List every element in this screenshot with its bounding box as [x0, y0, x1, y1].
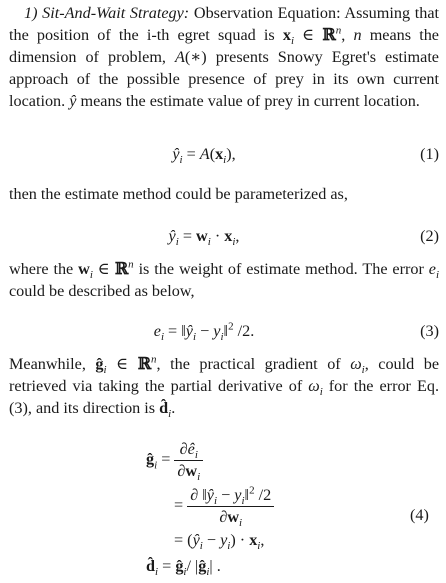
equation-2-number: (2): [420, 227, 439, 245]
p4-text-c: , could be retrieved via taking the partial derivative of: [9, 355, 440, 395]
paragraph-parameterized: [9, 183, 439, 205]
equation-1-number: (1): [420, 145, 439, 163]
p2-text: then the estimate method could be parameterized as,: [9, 185, 348, 203]
p4-text-d: for the error Eq. (3), and its direction is: [9, 377, 439, 417]
p1-text-a: Assuming that the position of the i-th egret squad is: [9, 4, 439, 44]
p4-text-a: Meanwhile,: [9, 355, 86, 373]
p3-text-c: could be described as below,: [9, 282, 195, 300]
paragraph-observation-equation: 1) Sit-And-Wait Strategy: Observation Equation: Assuming that the position of the i-th egret squad is $x_i$ ∈ ℝ$^n$, n means the dimension of problem, A(∗) presents Snowy Egret's estimate approach of the possible presence of prey in its own current location. ŷ means the estimate value of prey in current location.: [9, 4, 439, 110]
p3-text-b: is the weight of estimate method. The error: [138, 260, 424, 278]
p3-text-a: where the: [9, 260, 74, 278]
p1-text-c: presents Snowy Egret's estimate approach of the possible presence of prey in its own current location.: [9, 48, 439, 110]
p4-text-b: , the practical gradient of: [156, 355, 341, 373]
p1-text-d: means the estimate value of prey in current location.: [80, 92, 420, 110]
equation-1: $ŷ_i = A(x_i)$, (1): [9, 142, 439, 166]
paragraph-weight: where the $w_i$ ∈ ℝ$^n$ is the weight of estimate method. The error $e_i$ could be described as below,: [9, 258, 440, 300]
equation-4-number: (4): [410, 506, 429, 524]
p1-text-b: means the dimension of problem,: [9, 26, 439, 66]
subsection-heading: 1) Sit-And-Wait Strategy:: [24, 4, 190, 22]
equation-2: $ŷ_i = w_i \cdot x_i$, (2): [9, 224, 439, 248]
paper-page: 1) Sit-And-Wait Strategy: Observation Equation: Assuming that the position of the i-th egret squad is $x_i$ ∈ ℝ$^n$, n means the dimension of problem, A(∗) presents Snowy Egret's estimate approach of the possible presence of prey in its own current location. ŷ means the estimate value of prey in current location. $ŷ_i = A(x_i)$, (1) then the estimate method could be parameterized as, $ŷ_i = w_i \cdot x_i$, (2) where the $w_i$ ∈ ℝ$^n$ is the weight of estimate method. The error $e_i$ could be described as below, $e_i$ = $‖ŷ_i$ − $y_i‖^2$ /2. (3) Meanwhile, $ĝ_i$ ∈ ℝ$^n$, the practical gradient of $\omega_i$, could be retrieved via taking the partial derivative of $\omega_i$ for the error Eq. (3), and its direction is $d̂_i$. $ĝ_i$ = $\frac{\partial ê_i}{\partial w_i}$ = $\frac{\partial ‖ŷ_i - y_i‖^2 /2}{\partial w_i}$ = $(ŷ_i - y_i) \cdot x_i$, $d̂_i$ = $ĝ_i/$ $|ĝ_i|$ . (4): [9, 4, 440, 579]
equation-3-number: (3): [420, 322, 439, 340]
equation-3: $e_i$ = $‖ŷ_i$ − $y_i‖^2$ /2. (3): [153, 320, 439, 344]
subsection-title-text: Observation Equation:: [193, 4, 341, 22]
paragraph-gradient: Meanwhile, $ĝ_i$ ∈ ℝ$^n$, the practical gradient of $\omega_i$, could be retrieved via taking the partial derivative of $\omega_i$ for the error Eq. (3), and its direction is $d̂_i$.: [9, 353, 440, 421]
